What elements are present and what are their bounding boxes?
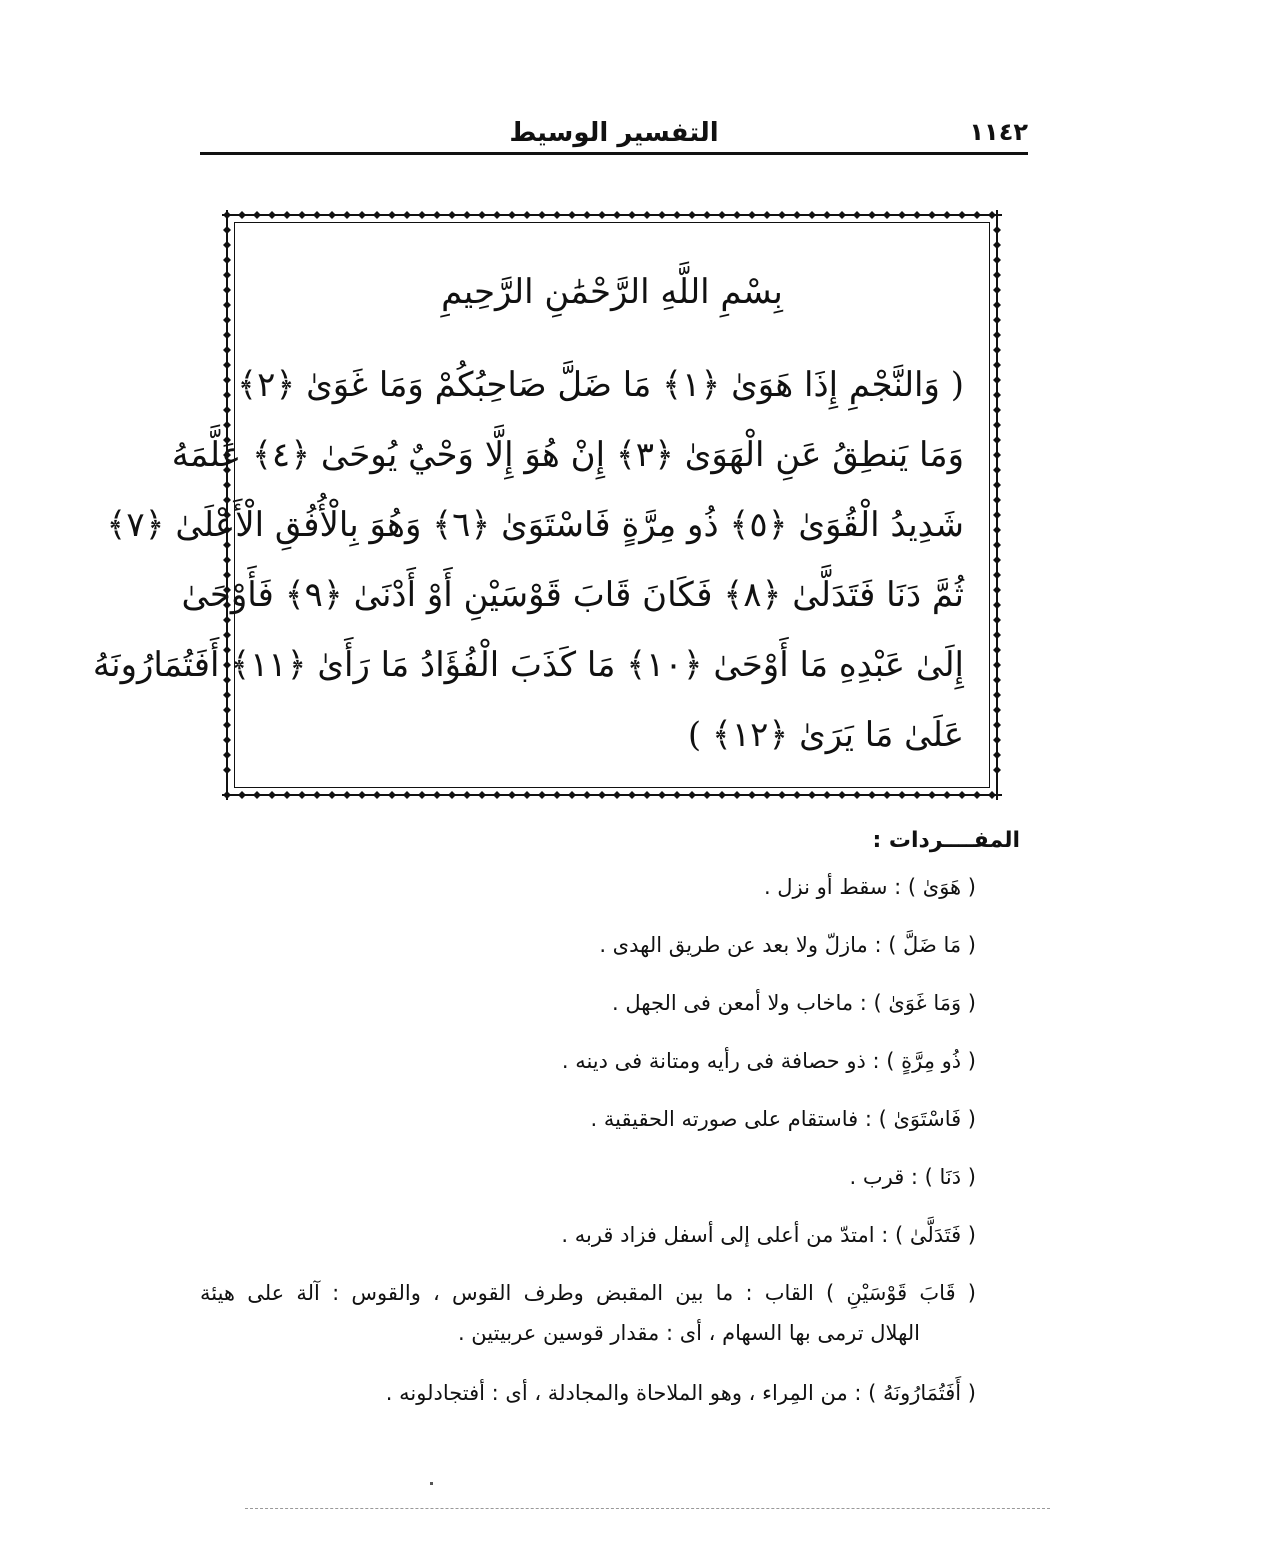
border-diamond: [403, 791, 411, 799]
border-diamond: [463, 211, 471, 219]
border-diamond: [223, 361, 231, 369]
border-diamond: [688, 211, 696, 219]
border-diamond: [733, 211, 741, 219]
border-diamond: [748, 791, 756, 799]
border-diamond: [568, 791, 576, 799]
border-diamond: [553, 791, 561, 799]
border-diamond: [868, 211, 876, 219]
border-diamond: [808, 211, 816, 219]
border-diamond: [643, 791, 651, 799]
border-diamond: [958, 791, 966, 799]
border-diamond: [973, 791, 981, 799]
border-diamond: [898, 211, 906, 219]
border-diamond: [253, 211, 261, 219]
border-diamond: [928, 791, 936, 799]
border-diamond: [223, 226, 231, 234]
border-diamond: [268, 791, 276, 799]
border-diamond: [993, 766, 1001, 774]
border-diamond: [883, 791, 891, 799]
basmala: بِسْمِ اللَّهِ الرَّحْمَٰنِ الرَّحِيمِ: [441, 272, 783, 312]
border-diamond: [328, 791, 336, 799]
border-diamond: [388, 211, 396, 219]
border-diamond: [283, 211, 291, 219]
border-diamond: [223, 791, 231, 799]
border-diamond: [993, 256, 1001, 264]
border-diamond: [373, 791, 381, 799]
border-diamond: [658, 791, 666, 799]
border-diamond: [223, 721, 231, 729]
border-diamond: [523, 211, 531, 219]
border-diamond: [748, 211, 756, 219]
border-diamond: [238, 791, 246, 799]
border-diamond: [703, 211, 711, 219]
border-diamond: [838, 791, 846, 799]
vocab-item: ( دَنَا ) : قرب .: [849, 1165, 976, 1189]
verse-line: وَمَا يَنطِقُ عَنِ الْهَوَىٰ ﴿٣﴾ إِنْ هُوَ إِلَّا وَحْيٌ يُوحَىٰ ﴿٤﴾ عَلَّمَهُ: [171, 435, 964, 475]
border-diamond: [993, 436, 1001, 444]
border-diamond: [538, 791, 546, 799]
border-diamond: [763, 791, 771, 799]
border-diamond: [823, 211, 831, 219]
border-diamond: [328, 211, 336, 219]
border-diamond: [688, 791, 696, 799]
border-diamond: [793, 211, 801, 219]
border-diamond: [993, 451, 1001, 459]
verse-line: ( وَالنَّجْمِ إِذَا هَوَىٰ ﴿١﴾ مَا ضَلَّ صَاحِبُكُمْ وَمَا غَوَىٰ ﴿٢﴾: [237, 365, 964, 405]
border-diamond: [993, 751, 1001, 759]
border-diamond: [778, 791, 786, 799]
border-diamond: [673, 211, 681, 219]
border-diamond: [343, 211, 351, 219]
border-diamond: [943, 791, 951, 799]
border-diamond: [418, 211, 426, 219]
vocab-item-qab: [200, 1273, 1020, 1373]
border-diamond: [598, 791, 606, 799]
vocab-qab-line2: الهلال ترمى بها السهام ، أى : مقدار قوسين عربيتين .: [457, 1321, 920, 1345]
border-diamond: [928, 211, 936, 219]
border-diamond: [868, 791, 876, 799]
border-diamond: [553, 211, 561, 219]
vocabulary-section: [200, 820, 1020, 1431]
border-diamond: [658, 211, 666, 219]
border-diamond: [223, 256, 231, 264]
border-diamond: [993, 496, 1001, 504]
verse-line: عَلَىٰ مَا يَرَىٰ ﴿١٢﴾ ): [687, 715, 964, 755]
border-diamond: [993, 241, 1001, 249]
border-diamond: [613, 791, 621, 799]
border-diamond: [628, 211, 636, 219]
border-diamond: [223, 211, 231, 219]
border-diamond: [913, 791, 921, 799]
border-diamond: [268, 211, 276, 219]
border-diamond: [223, 406, 231, 414]
border-diamond: [988, 211, 996, 219]
border-diamond: [793, 791, 801, 799]
border-diamond: [993, 406, 1001, 414]
border-diamond: [993, 706, 1001, 714]
border-diamond: [313, 791, 321, 799]
border-diamond: [673, 791, 681, 799]
verses-block: [92, 350, 964, 770]
vocab-qab-line1: ( قَابَ قَوْسَيْنِ ) القاب : ما بين المقبض وطرف القوس ، والقوس : آلة على هيئة: [200, 1281, 976, 1305]
border-diamond: [523, 791, 531, 799]
border-diamond: [993, 331, 1001, 339]
border-diamond: [993, 676, 1001, 684]
running-title: التفسير الوسيط: [509, 118, 719, 148]
border-diamond: [778, 211, 786, 219]
border-diamond: [993, 421, 1001, 429]
border-diamond: [993, 586, 1001, 594]
border-diamond: [418, 791, 426, 799]
vocab-item: ( فَاسْتَوَىٰ ) : فاستقام على صورته الحقيقية .: [590, 1107, 976, 1131]
vocab-item: ( هَوَىٰ ) : سقط أو نزل .: [763, 875, 976, 899]
border-diamond: [853, 211, 861, 219]
border-diamond: [973, 211, 981, 219]
border-diamond: [898, 791, 906, 799]
border-diamond: [993, 376, 1001, 384]
border-diamond: [583, 791, 591, 799]
border-diamond: [223, 331, 231, 339]
border-diamond: [478, 211, 486, 219]
border-diamond: [358, 211, 366, 219]
border-diamond: [223, 376, 231, 384]
vocab-item: ( وَمَا غَوَىٰ ) : ماخاب ولا أمعن فى الجهل .: [612, 991, 976, 1015]
border-diamond: [223, 766, 231, 774]
quran-frame: [92, 210, 1002, 800]
footer-rule: [245, 1508, 1050, 1510]
border-diamond: [718, 211, 726, 219]
border-diamond: [448, 791, 456, 799]
vocab-item: ( ذُو مِرَّةٍ ) : ذو حصافة فى رأيه ومتانة فى دينه .: [561, 1049, 976, 1073]
vocab-item: ( فَتَدَلَّىٰ ) : امتدّ من أعلى إلى أسفل فزاد قربه .: [561, 1223, 976, 1247]
border-diamond: [223, 736, 231, 744]
border-diamond: [993, 661, 1001, 669]
border-diamond: [598, 211, 606, 219]
page-header: [200, 112, 1028, 152]
border-diamond: [993, 556, 1001, 564]
border-diamond: [298, 791, 306, 799]
border-diamond: [993, 346, 1001, 354]
border-diamond: [958, 211, 966, 219]
border-diamond: [538, 211, 546, 219]
border-diamond: [993, 691, 1001, 699]
border-diamond: [493, 791, 501, 799]
border-diamond: [298, 211, 306, 219]
border-diamond: [993, 481, 1001, 489]
border-diamond: [283, 791, 291, 799]
border-diamond: [433, 791, 441, 799]
border-diamond: [223, 391, 231, 399]
border-diamond: [943, 211, 951, 219]
border-diamond: [508, 791, 516, 799]
border-diamond: [993, 646, 1001, 654]
border-diamond: [388, 791, 396, 799]
border-diamond: [253, 791, 261, 799]
border-diamond: [993, 466, 1001, 474]
border-diamond: [238, 211, 246, 219]
verse-line: شَدِيدُ الْقُوَىٰ ﴿٥﴾ ذُو مِرَّةٍ فَاسْتَوَىٰ ﴿٦﴾ وَهُوَ بِالْأُفُقِ الْأَعْلَىٰ ﴿٧﴾: [106, 505, 964, 545]
header-rule: [200, 152, 1028, 155]
vocabulary-heading: المفــــردات :: [872, 828, 1020, 853]
border-diamond: [853, 791, 861, 799]
border-diamond: [808, 791, 816, 799]
border-diamond: [223, 706, 231, 714]
border-diamond: [993, 226, 1001, 234]
border-diamond: [223, 346, 231, 354]
border-diamond: [403, 211, 411, 219]
border-diamond: [993, 616, 1001, 624]
border-diamond: [823, 791, 831, 799]
page-number: ١١٤٢: [969, 118, 1028, 146]
border-diamond: [703, 791, 711, 799]
border-diamond: [988, 791, 996, 799]
border-diamond: [913, 211, 921, 219]
verse-line: إِلَىٰ عَبْدِهِ مَا أَوْحَىٰ ﴿١٠﴾ مَا كَذَبَ الْفُؤَادُ مَا رَأَىٰ ﴿١١﴾ أَفَتُمَارُونَهُ: [92, 645, 964, 685]
border-diamond: [993, 361, 1001, 369]
border-diamond: [463, 791, 471, 799]
border-diamond: [628, 791, 636, 799]
vocab-item: ( أَفَتُمَارُونَهُ ) : من المِراء ، وهو الملاحاة والمجادلة ، أى : أفتجادلونه .: [385, 1381, 976, 1405]
border-diamond: [993, 316, 1001, 324]
border-diamond: [373, 211, 381, 219]
border-diamond: [993, 511, 1001, 519]
print-speck: [430, 1482, 433, 1485]
border-diamond: [993, 391, 1001, 399]
border-diamond: [718, 791, 726, 799]
border-diamond: [993, 526, 1001, 534]
border-diamond: [733, 791, 741, 799]
border-diamond: [358, 791, 366, 799]
border-diamond: [883, 211, 891, 219]
border-diamond: [993, 721, 1001, 729]
border-diamond: [613, 211, 621, 219]
border-diamond: [568, 211, 576, 219]
border-diamond: [993, 571, 1001, 579]
border-diamond: [993, 736, 1001, 744]
border-diamond: [993, 631, 1001, 639]
border-diamond: [583, 211, 591, 219]
verse-line: ثُمَّ دَنَا فَتَدَلَّىٰ ﴿٨﴾ فَكَانَ قَابَ قَوْسَيْنِ أَوْ أَدْنَىٰ ﴿٩﴾ فَأَوْحَىٰ: [181, 575, 964, 615]
border-diamond: [493, 211, 501, 219]
border-diamond: [838, 211, 846, 219]
border-diamond: [223, 241, 231, 249]
border-diamond: [643, 211, 651, 219]
border-diamond: [478, 791, 486, 799]
border-diamond: [763, 211, 771, 219]
border-diamond: [508, 211, 516, 219]
border-diamond: [993, 541, 1001, 549]
border-diamond: [223, 751, 231, 759]
border-diamond: [448, 211, 456, 219]
border-diamond: [223, 316, 231, 324]
border-diamond: [343, 791, 351, 799]
border-diamond: [993, 601, 1001, 609]
border-diamond: [433, 211, 441, 219]
vocab-item: ( مَا ضَلَّ ) : مازلّ ولا بعد عن طريق الهدى .: [599, 933, 976, 957]
border-diamond: [313, 211, 321, 219]
